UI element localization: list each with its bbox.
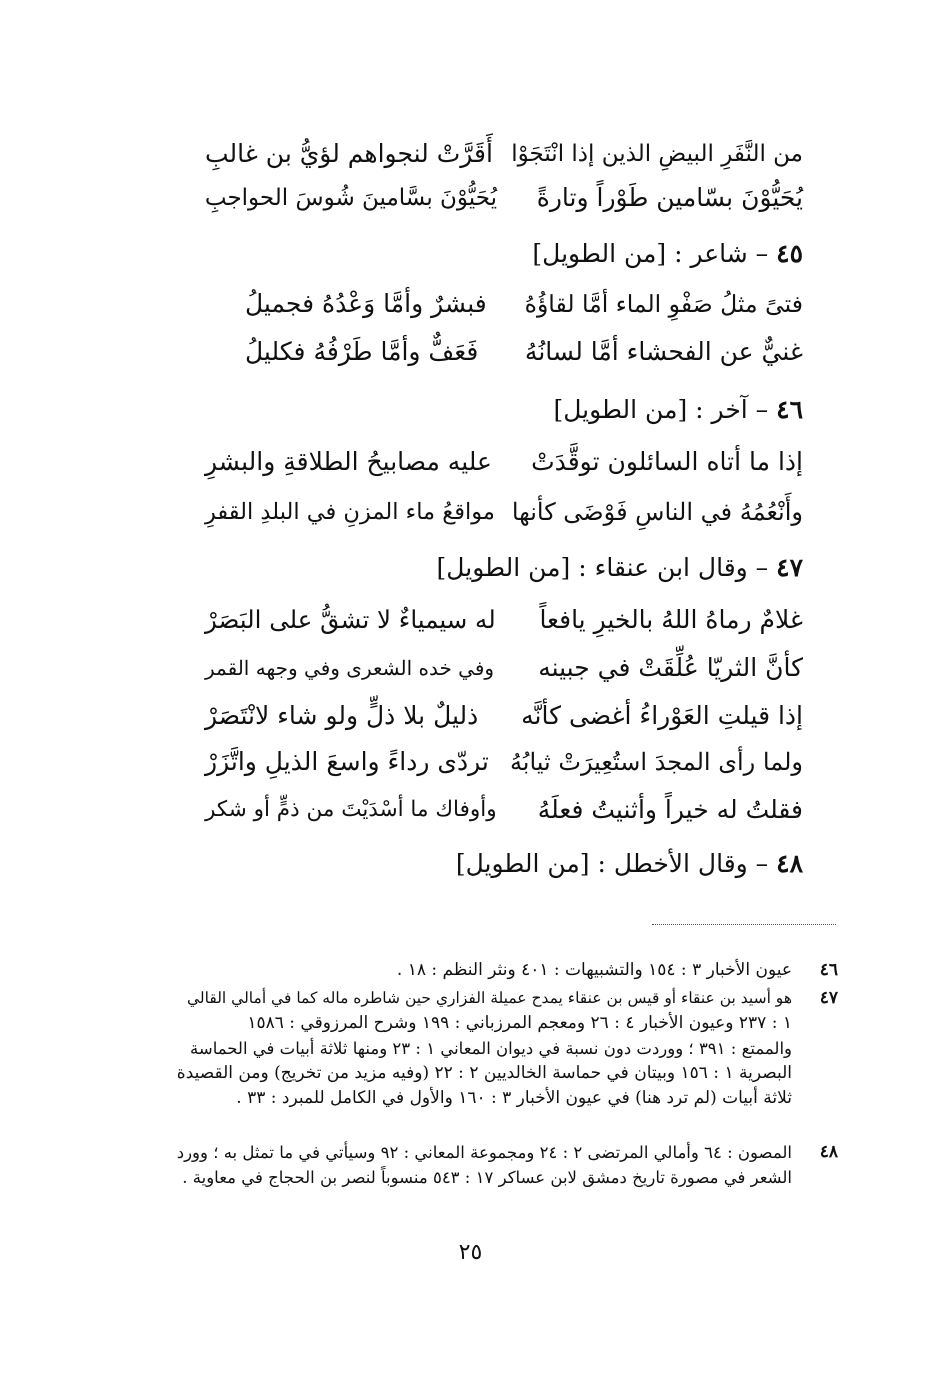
poem-heading-48 [456,846,803,882]
verse-line [205,698,803,736]
footnote-line: هو أسيد بن عنقاء أو قيس بن عنقاء يمدح عميلة الفزاري حين شاطره ماله كما في أمالي القالي [187,989,792,1007]
page-number: ٢٥ [458,1240,483,1265]
footnote-separator [652,924,836,925]
verse-first-hemistich: إذا قيلتِ العَوْراءُ أغضى كأنَّه [521,701,803,730]
footnote-line: والممتع : ٣٩١ ؛ ووردت دون نسبة في ديوان المعاني ١ : ٢٣ ومنها ثلاثة أبيات في الحماسة [190,1039,792,1058]
verse-line [245,334,803,372]
footnote-48 [178,1140,838,1190]
footnote-47 [178,986,838,1111]
poem-number: ٤٧ [776,553,803,582]
verse-first-hemistich: من النَّفَرِ البيضِ الذين إذا انْتَجَوْا [511,141,803,167]
verse-first-hemistich: غلامٌ رماهُ اللهُ بالخيرِ يافعاً [539,605,803,634]
verse-line [205,494,803,532]
footnote-line: الشعر في مصورة تاريخ دمشق لابن عساكر ١٧ : ٥٤٣ منسوباً لنصر بن الحجاج في معاوية . [182,1168,792,1187]
footnote-46 [178,958,838,983]
verse-second-hemistich: له سيمياءٌ لا تشقُّ على البَصَرْ [205,605,496,634]
verse-line [245,286,803,324]
verse-second-hemistich: أَقَرَّتْ لنجواهم لؤيُّ بن غالبِ [205,139,493,168]
verse-line [205,792,803,830]
verse-first-hemistich: يُحَيُّوْنَ بسّامين طَوْراً وتارةً [536,183,803,212]
footnote-line: ١ : ٢٣٧ وعيون الأخبار ٤ : ٢٦ ومعجم المرزباني : ١٩٩ وشرح المرزوقي : ١٥٨٦ [247,1013,792,1033]
verse-line [205,444,803,482]
verse-second-hemistich: فَعَفٌّ وأمَّا طَرْفُهُ فكليلُ [245,337,479,366]
verse-line [205,136,803,174]
footnote-number: ٤٨ [819,1142,838,1162]
poem-number: ٤٥ [776,239,803,268]
footnote-line: البصرية ١ : ١٥٦ وبيتان في حماسة الخالديين ٢ : ٢٢ (وفيه مزيد من تخريج) ومن القصيدة [176,1063,792,1083]
verse-line [205,602,803,640]
verse-first-hemistich: إذا ما أتاه السائلون توقَّدَتْ [531,447,803,476]
footnote-line: المصون : ٦٤ وأمالي المرتضى ٢ : ٢٤ ومجموعة المعاني : ٩٢ وسيأتي في ما تمثل به ؛ وورد [176,1143,792,1162]
verse-first-hemistich: كأنَّ الثريّا عُلِّقَتْ في جبينه [538,653,803,682]
footnote-line: عيون الأخبار ٣ : ١٥٤ والتشبيهات : ٤٠١ ونثر النظم : ١٨ . [396,960,792,980]
verse-line [205,650,803,688]
verse-line [205,180,803,218]
verse-second-hemistich: تردّى رداءً واسعَ الذيلِ واتَّزَرْ [205,747,489,776]
verse-first-hemistich: غنيٌّ عن الفحشاء أمَّا لسانُهُ [524,337,803,366]
footnote-number: ٤٦ [819,960,838,980]
footnote-text [178,958,792,983]
footnote-text [178,1140,792,1190]
verse-first-hemistich: فتىً مثلُ صَفْوِ الماء أمَّا لقاؤُهُ [524,290,803,318]
verse-second-hemistich: وأوفاك ما أسْدَيْتَ من ذمٍّ أو شكر [205,797,497,822]
poem-attribution: – وقال الأخطل : [من الطويل] [455,849,769,878]
footnote-line: ثلاثة أبيات (لم ترد هنا) في عيون الأخبار ٣ : ١٦٠ والأول في الكامل للمبرد : ٣٣ . [236,1088,792,1108]
poem-number: ٤٦ [776,395,803,424]
poem-heading-45 [532,236,803,272]
verse-second-hemistich: عليه مصابيحُ الطلاقةِ والبشرِ [205,447,492,476]
verse-first-hemistich: فقلتُ له خيراً وأثنيتُ فعلَهُ [537,795,803,824]
verse-first-hemistich: وأَنْعُمُهُ في الناسِ فَوْضَى كأنها [511,498,803,526]
footnote-text [178,986,792,1111]
footnote-number: ٤٧ [819,988,838,1008]
verse-first-hemistich: ولما رأى المجدَ استُعِيرَتْ ثيابُهُ [509,748,803,776]
verse-line [205,744,803,782]
verse-second-hemistich: يُحَيُّوْنَ بسَّامينَ شُوسَ الحواجبِ [204,185,497,211]
poem-attribution: – آخر : [من الطويل] [553,395,769,424]
verse-second-hemistich: مواقعُ ماء المزنِ في البلدِ القفرِ [205,499,495,525]
poem-number: ٤٨ [776,849,803,878]
poem-attribution: – وقال ابن عنقاء : [من الطويل] [436,553,769,582]
poem-heading-47 [437,550,803,586]
poem-attribution: – شاعر : [من الطويل] [532,239,769,268]
verse-second-hemistich: فبشرٌ وأمَّا وَعْدُهُ فجميلُ [245,289,487,318]
poem-heading-46 [553,392,803,428]
verse-second-hemistich: وفي خده الشعرى وفي وجهه القمر [205,656,495,680]
verse-second-hemistich: ذليلٌ بلا ذلٍّ ولو شاء لانْتَصَرْ [205,701,479,730]
